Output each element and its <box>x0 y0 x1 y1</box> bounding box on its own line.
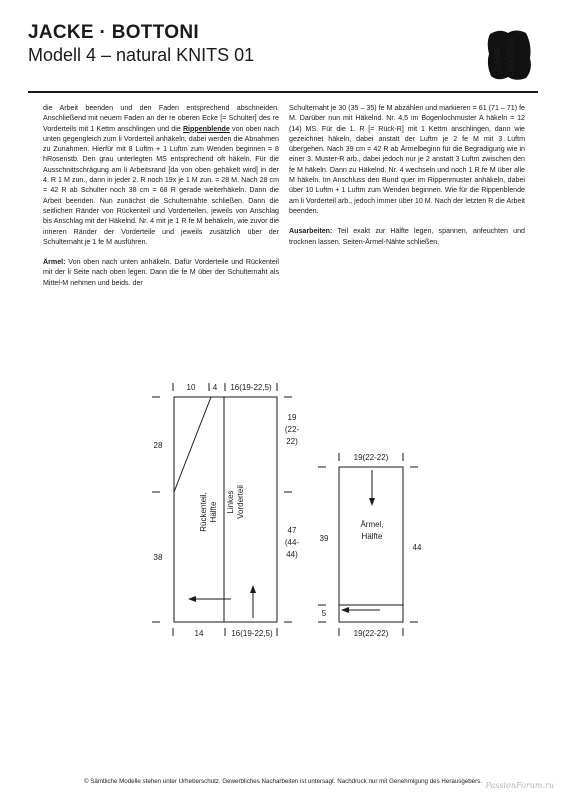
sleeve-label-line-1: Ärmel, <box>360 520 384 529</box>
front-label-line-1: Linkes <box>226 490 235 514</box>
right-height-top-2: (22- <box>284 425 300 434</box>
bottom-width-2: 16(19-22,5) <box>231 629 273 638</box>
front-label-line-2: Vorderteil <box>236 485 245 519</box>
front-piece-label <box>226 485 245 519</box>
top-width-1: 10 <box>186 383 196 392</box>
cuff-arrow-head <box>341 607 349 613</box>
sleeve-outline <box>339 467 403 622</box>
right-height-bottom-1: 47 <box>287 526 297 535</box>
sleeve-height-44: 44 <box>412 543 422 552</box>
left-height-28: 28 <box>153 441 163 450</box>
right-height-top-1: 19 <box>287 413 297 422</box>
top-width-3: 16(19-22,5) <box>230 383 272 392</box>
text-run: Teil exakt zur Hälfte legen, spannen, anfeuchten und trocknen lassen. Seiten-Ärmel-Nähte schließen. <box>289 227 525 246</box>
right-height-top-3: 22) <box>286 437 298 446</box>
left-height-38: 38 <box>153 553 163 562</box>
bottom-width-1: 14 <box>194 629 204 638</box>
right-height-bottom-3: 44) <box>286 550 298 559</box>
top-width-2: 4 <box>212 383 218 392</box>
ausarbeiten-label: Ausarbeiten: <box>289 227 333 236</box>
rippenblende-term: Rippenblende <box>182 124 230 133</box>
watermark: PassionForum.ru <box>485 781 554 790</box>
back-arrow-head <box>188 596 196 602</box>
page-title: JACKE · BOTTONI <box>28 22 199 43</box>
text-run: die Arbeit beenden und den Faden entsprechend abschneiden. Anschließend mit neuem Faden an der re oberen Ecke [= Schulter] des re Vorderteils mit 1 Kettm anschlingen und die <box>43 104 279 133</box>
aermel-label: Ärmel: <box>43 258 66 267</box>
logo-lana-text: LANA <box>493 47 502 70</box>
sleeve-top-width: 19(22-22) <box>353 453 389 462</box>
text-run: Von oben nach unten anhäkeln. Dafür Vorderteile und Rückenteil mit der li Seite nach oben legen. Dann die fe M über der Schulternaht als Mittel-M nehmen und beids. der <box>43 258 279 287</box>
sleeve-arrow-head <box>369 498 375 506</box>
back-piece-label <box>199 492 218 532</box>
cuff-height-5: 5 <box>321 609 327 618</box>
copyright-footer: © Sämtliche Modelle stehen unter Urheberschutz. Gewerbliches Nacharbeiten ist untersagt. Nachdruck nur mit Genehmigung des Herausgebers. <box>83 778 482 785</box>
sleeve-height-39: 39 <box>319 534 329 543</box>
sleeve-label-line-2: Hälfte <box>361 532 383 541</box>
front-arrow-head <box>250 585 256 593</box>
right-height-bottom-2: (44- <box>284 538 300 547</box>
text-run: von oben nach unten gegengleich zum li Vorderteil anhäkeln, dabei werden die Abnahmen zu Zunahmen. Hierfür mit 8 Luftm + 1 Luftm zum Wenden beginnen = 8 hRosenstb. Den grau unterlegten MS entsprechend oft häkeln. Für die Ausschnittschrägung am li Arbeitsrand [da von oben gehäkelt wird] in der 4. R 1 M zun., dann in jeder 2. R noch 19x je 1 M zun. = 28 M. Nach 28 cm = 42 R ab Schulter noch 38 cm = 68 R gerade weiterhäkeln. Dann die Arbeit beenden. Nun zunächst die Schulternähte schließen. Dann die seitlichen Ränder von Rückenteil und Vorderteilen, jeweils von Anschlag bis Anschlag mit der Häkelnd. Nr. 4 mit je 1 R fe M behäkeln, wie zuvor die inneren Ränder der Vorderteile und jeweils zusätzlich über der Schulternaht je 1 fe M ausführen. <box>43 124 280 246</box>
logo-grossa-text: GROSSA <box>506 36 516 76</box>
back-label-line-2: Hälfte <box>209 501 218 523</box>
text-run: Schulternaht je 30 (35 – 35) fe M abzählen und markieren = 61 (71 – 71) fe M. Darüber nun mit Häkelnd. Nr. 4,5 im Bogenlochmuster A häkeln = 12 (14) MS. Für die 1. R [= Rück-R] mit 1 Kettm anschlingen, dann wie gezeichnet häkeln, dabei anstatt der Luftm je 2 fe M mit 3 Luftm übergehen. Nach 39 cm = 42 R ab Ärmelbeginn für die Begradigung wie in einer 3. Muster-R arb., dabei jedoch nur je 2 anstatt 3 Luftm zwischen den fe M häkeln. Dann zu Häkelnd. Nr. 4 wechseln und noch 1 R fe M über alle M häkeln. Im Anschluss den Bund quer im Rippenmuster anhäkeln, dabei über 10 Luftm + 1 Luftm zum Wenden beginnen. Wie für die Rippenblende am li Vorderteil arb., jedoch immer über 10 M. Nach der letzten R die Arbeit beenden. <box>289 104 525 215</box>
sleeve-bottom-width: 19(22-22) <box>353 629 389 638</box>
page-subtitle: Modell 4 – natural KNITS 01 <box>28 45 255 65</box>
neckline-slope <box>174 397 211 492</box>
back-label-line-1: Rückenteil, <box>199 492 208 532</box>
